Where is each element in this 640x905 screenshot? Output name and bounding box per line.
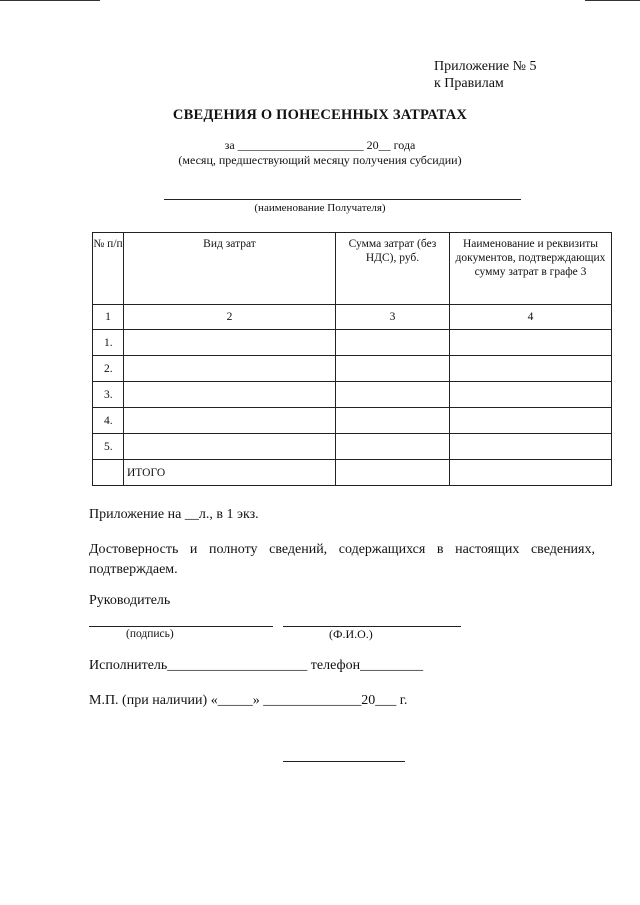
table-row [93,408,612,434]
closing-line [283,761,405,762]
stamp-date-line: М.П. (при наличии) «_____» ______________20___ г. [89,693,408,708]
executor-phone-line: Исполнитель____________________ телефон_________ [89,658,424,673]
total-amount-cell[interactable] [336,460,450,486]
confirmation-line: подтверждаем. [89,562,178,577]
documents-cell[interactable] [450,408,612,434]
cost-amount-cell[interactable] [336,356,450,382]
header-cost-type: Вид затрат [124,233,336,305]
cost-amount-cell[interactable] [336,330,450,356]
table-row [93,330,612,356]
cost-type-cell[interactable] [124,408,336,434]
table-row [93,382,612,408]
header-cost-amount: Сумма затрат (без НДС), руб. [336,233,450,305]
column-number: 4 [450,305,612,330]
documents-cell[interactable] [450,382,612,408]
cost-type-cell[interactable] [124,330,336,356]
row-number: 2. [93,356,124,382]
period-caption: (месяц, предшествующий месяцу получения субсидии) [178,153,462,167]
header-documents: Наименование и реквизиты документов, подтверждающих сумму затрат в графе 3 [450,233,612,305]
total-row [93,460,612,486]
documents-cell[interactable] [450,330,612,356]
confirmation-line: Достоверность и полноту сведений, содержащихся в настоящих сведениях, [89,542,595,557]
cost-type-cell[interactable] [124,382,336,408]
attachment-note: Приложение на __л., в 1 экз. [89,507,259,522]
column-number: 2 [124,305,336,330]
row-number: 1. [93,330,124,356]
reporting-period [0,138,640,168]
column-numbers-row [93,305,612,330]
table-row [93,356,612,382]
top-left-edge-line [0,0,100,1]
row-number: 3. [93,382,124,408]
header-number: № п/п [93,233,124,305]
column-number: 1 [93,305,124,330]
table-header-row [93,233,612,305]
documents-cell[interactable] [450,434,612,460]
period-line: за _____________________ 20__ года [224,138,416,152]
row-number: 4. [93,408,124,434]
appendix-reference [434,58,537,92]
confirmation-statement [89,540,595,580]
document-title: СВЕДЕНИЯ О ПОНЕСЕННЫХ ЗАТРАТАХ [172,107,468,123]
signature-line [89,626,273,627]
total-label: ИТОГО [124,460,336,486]
full-name-caption: (Ф.И.О.) [329,627,373,641]
recipient-name-line [164,199,521,200]
total-documents-cell[interactable] [450,460,612,486]
row-number: 5. [93,434,124,460]
recipient-caption: (наименование Получателя) [254,202,386,214]
total-number-cell [93,460,124,486]
appendix-number: Приложение № 5 [434,59,537,74]
column-number: 3 [336,305,450,330]
signature-caption: (подпись) [126,628,174,640]
cost-type-cell[interactable] [124,356,336,382]
cost-amount-cell[interactable] [336,382,450,408]
costs-table [92,232,612,486]
head-label: Руководитель [89,593,171,608]
cost-type-cell[interactable] [124,434,336,460]
documents-cell[interactable] [450,356,612,382]
appendix-rules: к Правилам [434,76,504,91]
table-row [93,434,612,460]
top-right-edge-line [585,0,640,1]
cost-amount-cell[interactable] [336,408,450,434]
cost-amount-cell[interactable] [336,434,450,460]
